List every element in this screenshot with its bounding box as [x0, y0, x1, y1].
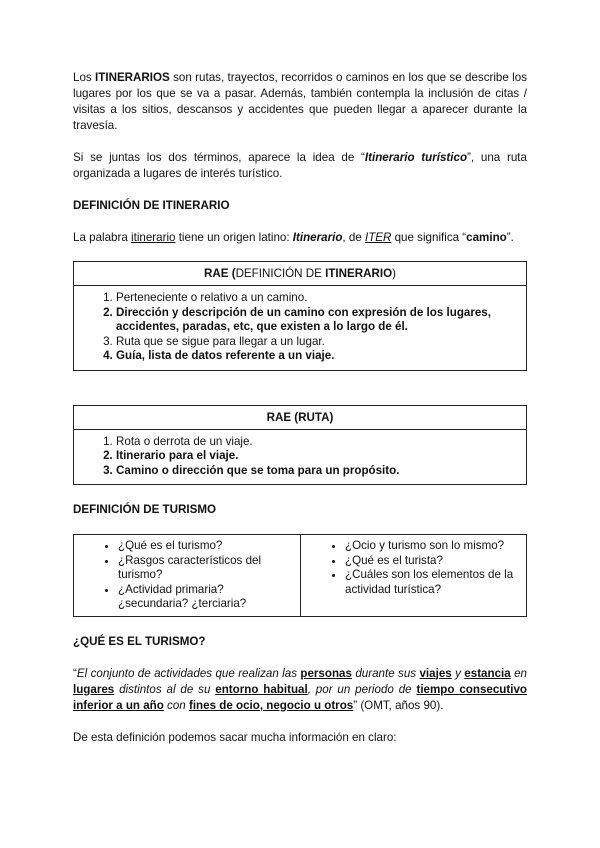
- key-term: entorno habitual: [215, 682, 308, 696]
- list-item: 2. Itinerario para el viaje.: [116, 449, 520, 464]
- list-item: • ¿Cuáles son los elementos de la actividad turística?: [345, 568, 520, 597]
- list-item: • ¿Actividad primaria? ¿secundaria? ¿terciaria?: [118, 583, 294, 612]
- text: La palabra: [73, 231, 132, 244]
- list-item: • ¿Qué es el turista?: [345, 554, 520, 569]
- italic-text: y: [451, 666, 465, 680]
- list-item: 4. Guía, lista de datos referente a un viaje.: [116, 349, 520, 364]
- rae-itinerario-box: [73, 261, 527, 371]
- key-term: personas: [300, 666, 352, 680]
- italic-text: El conjunto de actividades que realizan las: [76, 666, 301, 680]
- bold-term: ITINERARIOS: [95, 71, 170, 84]
- text: Si se juntas los dos términos, aparece la idea de “: [73, 151, 365, 164]
- text: ”.: [506, 231, 514, 244]
- bold-italic-term: Itinerario: [292, 231, 343, 244]
- list-item: 1. Perteneciente o relativo a un camino.: [116, 291, 520, 306]
- text: son rutas, trayectos, recorridos o caminos en los que se describe los lugares por los que se va a pasar. Además, también contempla la inclusión de citas / visitas a los sitios, descansos y accidentes que pueden llegar a aparecer durante la travesía.: [73, 71, 527, 132]
- bold-term: camino: [466, 231, 507, 244]
- text: “: [73, 666, 77, 680]
- rae-ruta-list: [98, 435, 520, 479]
- list-item: 3. Camino o dirección que se toma para un propósito.: [116, 464, 520, 479]
- questions-left-column: [74, 535, 300, 616]
- list-item: • ¿Rasgos característicos del turismo?: [118, 554, 294, 583]
- rae-itinerario-list: [98, 291, 520, 364]
- list-item: 2. Dirección y descripción de un camino con expresión de los lugares, accidentes, paradas, etc, que existen a lo largo de él.: [116, 306, 520, 335]
- paragraph-conclusion: De esta definición podemos sacar mucha información en claro:: [73, 730, 397, 744]
- questions-table: [73, 534, 527, 617]
- header-text: DEFINICIÓN DE: [235, 267, 326, 280]
- document-page: [73, 70, 527, 746]
- heading-definicion-itinerario: DEFINICIÓN DE ITINERARIO: [73, 199, 230, 212]
- underlined-term: itinerario: [131, 231, 176, 244]
- rae-ruta-box: [73, 405, 527, 486]
- rae-ruta-header: [74, 406, 526, 430]
- header-bold: ITINERARIO: [325, 267, 393, 280]
- paragraph-itinerarios: [73, 70, 527, 134]
- paragraph-itinerario-turistico: [73, 150, 527, 182]
- italic-underlined-term: ITER: [364, 231, 392, 244]
- text: que significa “: [391, 231, 467, 244]
- heading-definicion-turismo: DEFINICIÓN DE TURISMO: [73, 503, 216, 516]
- italic-text: durante sus: [351, 666, 420, 680]
- text: ”, una ruta organizada a lugares de interés turístico.: [73, 151, 527, 180]
- heading-que-es-turismo: ¿QUÉ ES EL TURISMO?: [73, 634, 206, 648]
- key-term: tiempo consecutivo inferior a un año: [73, 682, 527, 712]
- text: Los: [73, 71, 96, 84]
- italic-text: distintos al de su: [114, 682, 216, 696]
- header-bold: RAE (: [204, 267, 236, 280]
- key-term: lugares: [73, 682, 115, 696]
- key-term: viajes: [419, 666, 452, 680]
- key-term: fines de ocio, negocio u otros: [188, 698, 354, 712]
- list-item: • ¿Ocio y turismo son lo mismo?: [345, 539, 520, 554]
- list-item: 3. Ruta que se sigue para llegar a un lugar.: [116, 335, 520, 350]
- text: tiene un origen latino:: [175, 231, 293, 244]
- paragraph-origen-latino: [73, 230, 527, 246]
- rae-itinerario-header: [74, 262, 526, 286]
- text: ” (OMT, años 90).: [353, 698, 444, 712]
- list-item: • ¿Qué es el turismo?: [118, 539, 294, 554]
- key-term: estancia: [464, 666, 511, 680]
- paragraph-definicion-omt: [73, 666, 527, 714]
- italic-text: , por un periodo de: [307, 682, 417, 696]
- questions-right-column: [300, 535, 526, 616]
- header-text: ): [392, 267, 396, 280]
- header-bold: RAE (RUTA): [266, 410, 334, 424]
- text: , de: [342, 231, 365, 244]
- bold-italic-term: Itinerario turístico: [364, 151, 468, 164]
- italic-text: con: [163, 698, 189, 712]
- italic-text: en: [510, 666, 527, 680]
- list-item: 1. Rota o derrota de un viaje.: [116, 435, 520, 450]
